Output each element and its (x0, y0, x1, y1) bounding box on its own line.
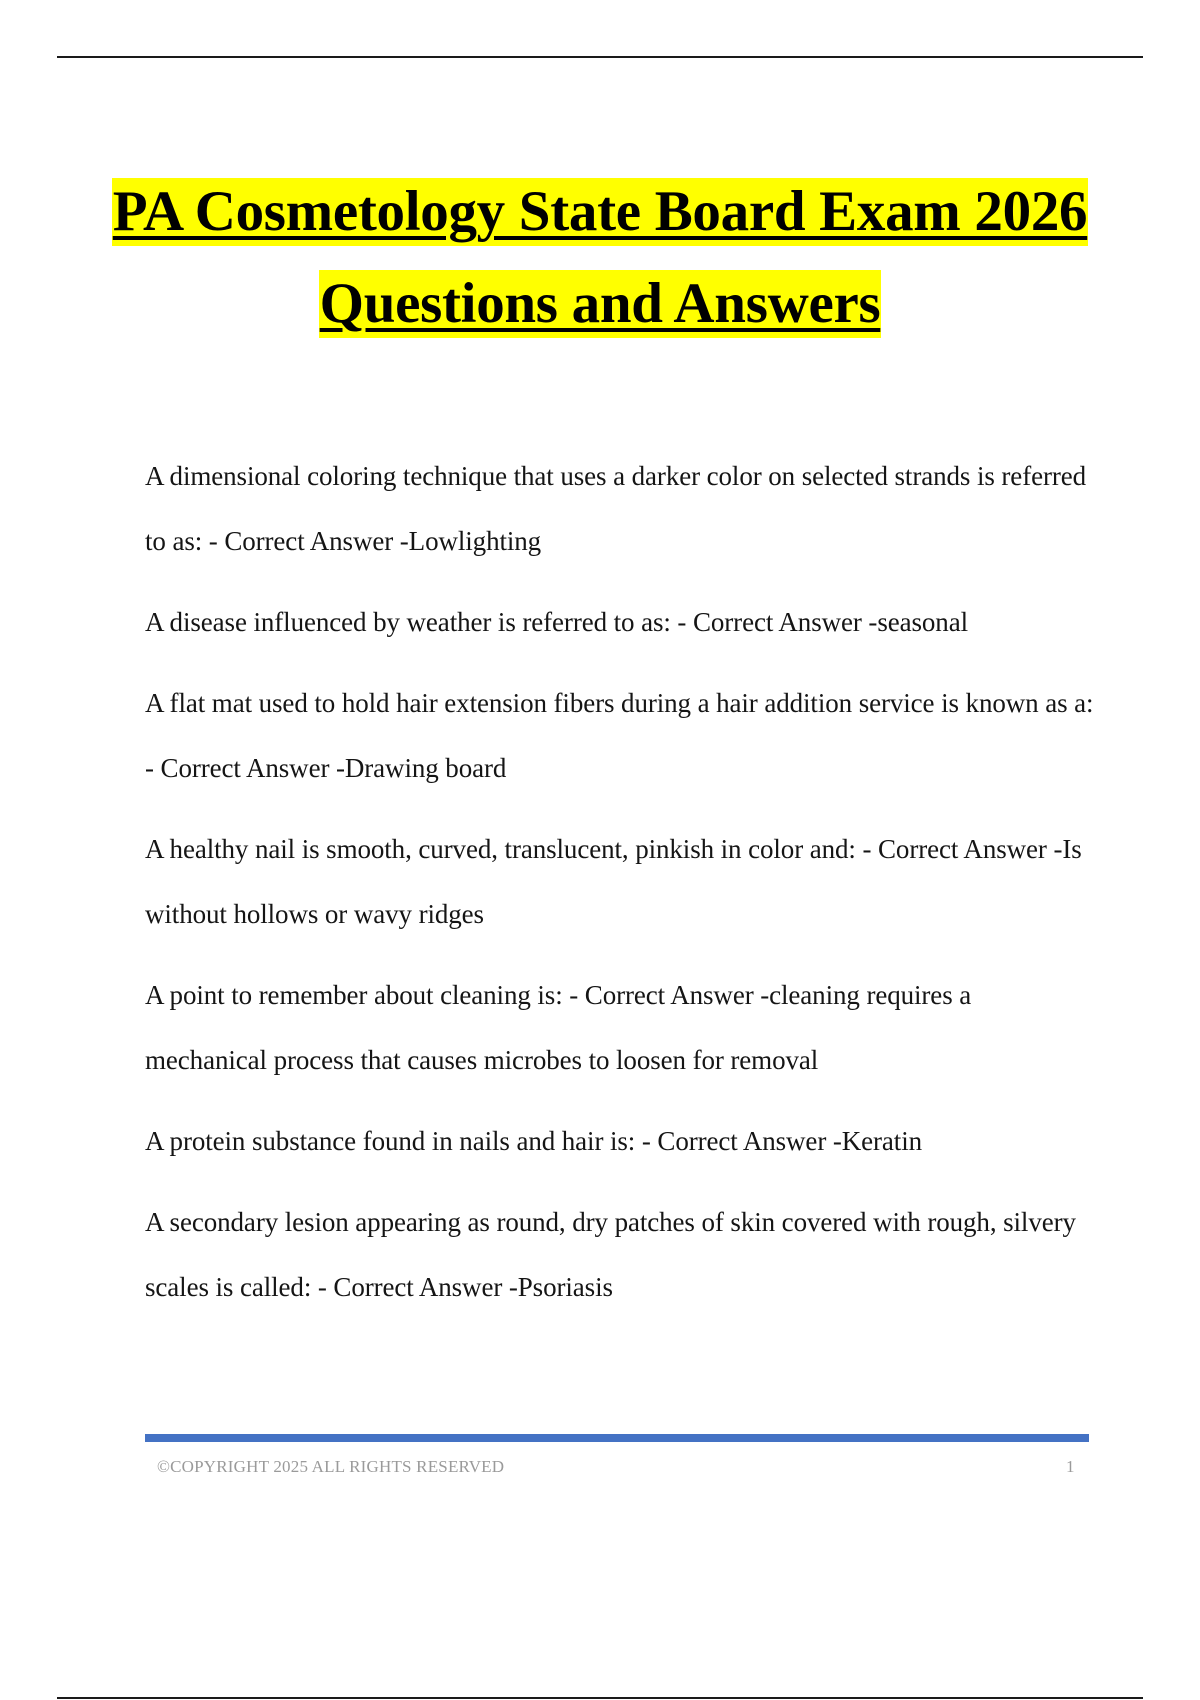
qa-item: A flat mat used to hold hair extension fibers during a hair addition service is known as a: - Correct Answer -Drawing board (145, 688, 1094, 783)
footer-copyright: ©COPYRIGHT 2025 ALL RIGHTS RESERVED (157, 1457, 505, 1476)
qa-item: A dimensional coloring technique that uses a darker color on selected strands is referred to as: - Correct Answer -Lowlighting (145, 461, 1087, 556)
qa-item: A secondary lesion appearing as round, dry patches of skin covered with rough, silvery scales is called: - Correct Answer -Psoriasis (145, 1207, 1076, 1302)
page-number: 1 (1066, 1457, 1075, 1476)
title-line-1: PA Cosmetology State Board Exam 2026 (112, 178, 1088, 246)
document-title (0, 178, 1200, 362)
qa-item: A disease influenced by weather is referred to as: - Correct Answer -seasonal (145, 607, 968, 637)
qa-list (145, 444, 1095, 1336)
footer-bar (145, 1434, 1089, 1442)
qa-item: A protein substance found in nails and hair is: - Correct Answer -Keratin (145, 1126, 923, 1156)
qa-item: A healthy nail is smooth, curved, translucent, pinkish in color and: - Correct Answer -Is without hollows or wavy ridges (145, 834, 1082, 929)
title-line-2: Questions and Answers (319, 270, 882, 338)
qa-item: A point to remember about cleaning is: - Correct Answer -cleaning requires a mechanical process that causes microbes to loosen for removal (145, 980, 972, 1075)
bottom-rule (57, 1697, 1143, 1699)
header-rule (57, 56, 1143, 58)
